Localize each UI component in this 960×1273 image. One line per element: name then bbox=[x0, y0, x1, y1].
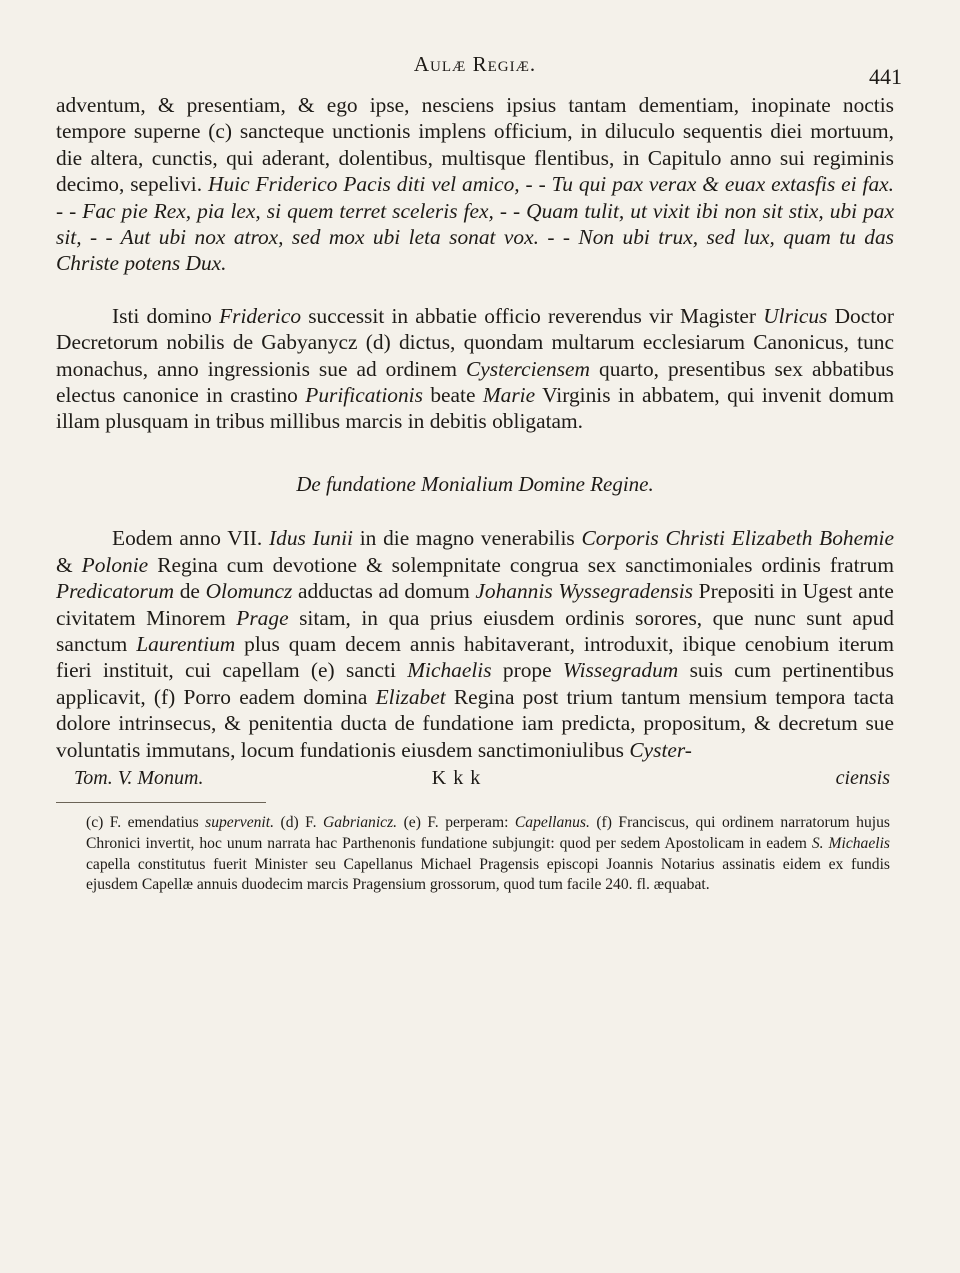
volume-label: Tom. V. Monum. bbox=[74, 766, 204, 789]
paragraph-2 bbox=[56, 303, 894, 435]
text-run: Regina cum devotione & solempnitate congrua sex sanctimoniales ordinis fratrum bbox=[157, 552, 894, 577]
italic-name: Prage bbox=[236, 605, 289, 630]
text-run: beate bbox=[430, 383, 476, 408]
footnote-block bbox=[86, 813, 890, 896]
footnote-rule bbox=[56, 802, 266, 803]
italic-name: Friderico bbox=[219, 303, 302, 328]
catchword: ciensis bbox=[835, 766, 890, 789]
footnote-italic: supervenit. bbox=[205, 813, 274, 831]
section-heading: De fundatione Monialium Domine Regine. bbox=[296, 471, 654, 496]
footnote-text: (c) F. emendatius bbox=[86, 813, 199, 831]
paragraph-3 bbox=[56, 525, 894, 763]
italic-name: Marie bbox=[482, 383, 536, 408]
text-run: Regina post trium tantum mensium tempora tacta dolore intrinsecus, & penitentia ducta de fundatione iam predicta, propositum, & decretum sue voluntatis immutans, locum fundationis eiusdem sanctimoniulibus bbox=[56, 684, 894, 762]
running-head: Aulæ Regiæ. bbox=[413, 52, 537, 76]
epitaph-verse: Huic Friderico Pacis diti vel amico, - - Tu qui pax verax & euax extasfis ei fax. - - Fac pie Rex, pia lex, si quem terret sceleris fex, - - Quam tulit, ut vixit ibi non sit stix, ubi pax sit, - - Aut ubi nox atrox, sed mox ubi leta sonat vox. - - Non ubi trux, sed lux, quam tu das Christe potens Dux. bbox=[56, 172, 894, 276]
italic-name: Corporis Christi Elizabeth Bohemie bbox=[581, 526, 894, 551]
paragraph-1 bbox=[56, 92, 894, 277]
signature-mark: Kkk bbox=[431, 766, 488, 789]
text-run: Prepositi in Ugest ante civitatem Minorem bbox=[56, 579, 894, 630]
footnotes bbox=[56, 813, 894, 896]
italic-name: Elizabet bbox=[375, 684, 446, 709]
italic-name: Ulricus bbox=[763, 303, 828, 328]
text-run: Doctor Decretorum nobilis de Gabyanycz (d) dictus, quondam multarum ecclesiarum Canonicus, tunc monachus, anno ingressionis sue ad ordinem bbox=[56, 303, 894, 381]
text-run: de bbox=[179, 579, 200, 604]
text-run: suis cum pertinentibus applicavit, (f) Porro eadem domina bbox=[56, 658, 894, 709]
italic-name: Predicatorum bbox=[56, 579, 175, 604]
footnote-text: (d) F. bbox=[280, 813, 317, 831]
footnote-italic: Capellanus. bbox=[514, 813, 590, 831]
text-run: sitam, in qua prius eiusdem ordinis sorores, que nunc sunt apud sanctum bbox=[56, 605, 894, 656]
italic-name: Wissegradum bbox=[562, 658, 679, 683]
text-run: Virginis in abbatem, qui invenit domum illam plusquam in tribus millibus marcis in debitis obligatam. bbox=[56, 383, 895, 434]
text-run: Eodem anno VII. bbox=[112, 526, 263, 551]
italic-name: Cysterciensem bbox=[466, 356, 590, 381]
page-number: 441 bbox=[869, 64, 902, 89]
footnote-text: capella constitutus fuerit Minister seu Capellanus Michael Pragensis episcopi Joannis Notarius assinatis eidem ex fundis ejusdem Capellæ annuis duodecim marcis Pragensium grossorum, quod tum facile 240. fl. æquabat. bbox=[86, 855, 890, 894]
main-text bbox=[56, 92, 894, 763]
text-run: & bbox=[56, 552, 73, 577]
text-run: Isti domino bbox=[112, 303, 212, 328]
italic-name: Laurentium bbox=[136, 631, 236, 656]
paragraph-1-text: adventum, & presentiam, & ego ipse, nesciens ipsius tantam dementiam, inopinate noctis tempore superne (c) sancteque unctionis implens officium, in diluculo sequentis diei mortuum, die altera, cunctis, qui aderant, dolentibus, multisque flentibus, in Capitulo anno sui regiminis decimo, sepelivi. bbox=[56, 93, 894, 197]
footnote-italic: Gabrianicz. bbox=[323, 813, 398, 831]
italic-name: Johannis Wyssegradensis bbox=[475, 579, 693, 604]
text-run: adductas ad domum bbox=[298, 579, 470, 604]
text-run: successit in abbatie officio reverendus vir Magister bbox=[308, 303, 757, 328]
italic-name: Cyster- bbox=[629, 737, 692, 762]
text-run: prope bbox=[502, 658, 552, 683]
page-header bbox=[56, 40, 902, 92]
text-run: quarto, presentibus sex abbatibus electus canonice in crastino bbox=[56, 356, 894, 408]
footnote-text: (f) Franciscus, qui ordinem narratorum hujus Chronici invertit, hoc unum narrata hac Parthenonis fundatione subjungit: quod per sedem Apostolicam in eadem bbox=[86, 813, 890, 852]
italic-name: Idus Iunii bbox=[269, 526, 353, 551]
italic-name: Purificationis bbox=[305, 383, 423, 408]
footnote-italic: S. Michaelis bbox=[811, 834, 890, 852]
italic-name: Michaelis bbox=[407, 658, 492, 683]
footnote-text: (e) F. perperam: bbox=[403, 813, 509, 831]
italic-name: Olomuncz bbox=[205, 579, 293, 604]
italic-name: Polonie bbox=[81, 552, 149, 577]
text-run: plus quam decem annis habitaverant, introduxit, ibique cenobium iterum fieri instituit, cui capellam (e) sancti bbox=[56, 631, 894, 683]
text-run: in die magno venerabilis bbox=[359, 526, 575, 551]
catchword-line bbox=[56, 767, 894, 790]
